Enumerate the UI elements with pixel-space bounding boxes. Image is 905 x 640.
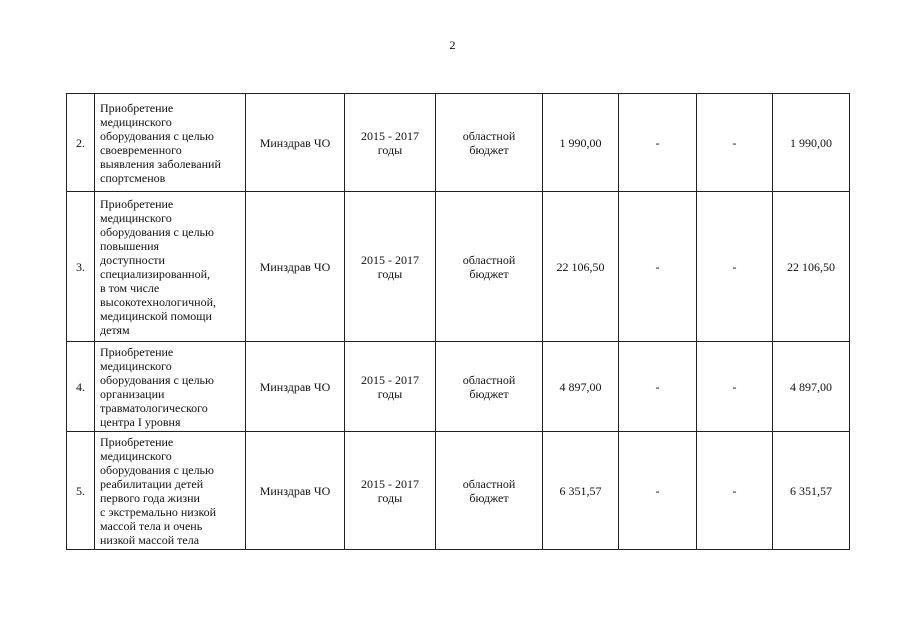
- row-funding-source: [436, 342, 543, 432]
- row-amount-3: -: [697, 432, 773, 550]
- row-years: [345, 432, 436, 550]
- source-line: бюджет: [469, 266, 509, 281]
- years-line: 2015 - 2017: [361, 476, 419, 491]
- row-funding-source: [436, 192, 543, 342]
- row-amount-2: -: [619, 432, 697, 550]
- description-line: оборудования с целью: [100, 128, 214, 143]
- row-amount-1: 22 106,50: [543, 192, 619, 342]
- table-body: [67, 94, 850, 550]
- description-line: медицинской помощи: [100, 308, 212, 323]
- row-amount-2: -: [619, 192, 697, 342]
- description-line: специализированной,: [100, 266, 211, 281]
- row-funding-source: [436, 432, 543, 550]
- description-line: выявления заболеваний: [100, 156, 221, 171]
- description-line: медицинского: [100, 114, 172, 129]
- row-funding-source: [436, 94, 543, 192]
- description-line: массой тела и очень: [100, 518, 203, 533]
- row-amount-3: -: [697, 342, 773, 432]
- row-amount-total: 4 897,00: [773, 342, 850, 432]
- row-description: [95, 342, 246, 432]
- description-line: Приобретение: [100, 100, 174, 115]
- row-amount-3: -: [697, 192, 773, 342]
- years-line: 2015 - 2017: [361, 128, 419, 143]
- row-amount-2: -: [619, 342, 697, 432]
- description-line: оборудования с целью: [100, 462, 214, 477]
- table-row: [67, 192, 850, 342]
- years-line: годы: [377, 266, 403, 281]
- description-line: своевременного: [100, 142, 182, 157]
- description-line: низкой массой тела: [100, 532, 200, 547]
- description-line: медицинского: [100, 448, 172, 463]
- row-years: [345, 192, 436, 342]
- row-description: [95, 94, 246, 192]
- source-line: бюджет: [469, 386, 509, 401]
- description-line: травматологического: [100, 400, 208, 415]
- description-line: Приобретение: [100, 196, 174, 211]
- description-line: высокотехнологичной,: [100, 294, 217, 309]
- description-line: медицинского: [100, 358, 172, 373]
- years-line: годы: [377, 386, 403, 401]
- row-organization: Минздрав ЧО: [246, 342, 345, 432]
- source-line: областной: [462, 476, 516, 491]
- description-line: организации: [100, 386, 165, 401]
- description-line: первого года жизни: [100, 490, 200, 505]
- row-amount-1: 6 351,57: [543, 432, 619, 550]
- description-line: в том числе: [100, 280, 160, 295]
- description-line: реабилитации детей: [100, 476, 204, 491]
- description-line: повышения: [100, 238, 160, 253]
- row-amount-1: 4 897,00: [543, 342, 619, 432]
- description-line: спортсменов: [100, 170, 166, 185]
- row-description: [95, 192, 246, 342]
- table-row: [67, 432, 850, 550]
- row-years: [345, 342, 436, 432]
- row-number: 4.: [67, 342, 95, 432]
- years-line: 2015 - 2017: [361, 372, 419, 387]
- budget-table: [66, 93, 850, 550]
- description-line: оборудования с целью: [100, 372, 214, 387]
- row-organization: Минздрав ЧО: [246, 94, 345, 192]
- row-organization: Минздрав ЧО: [246, 432, 345, 550]
- description-line: с экстремально низкой: [100, 504, 217, 519]
- source-line: областной: [462, 372, 516, 387]
- description-line: медицинского: [100, 210, 172, 225]
- page-number: 2: [449, 38, 456, 52]
- table-row: [67, 342, 850, 432]
- years-line: 2015 - 2017: [361, 252, 419, 267]
- row-amount-total: 22 106,50: [773, 192, 850, 342]
- row-number: 5.: [67, 432, 95, 550]
- description-line: Приобретение: [100, 434, 174, 449]
- years-line: годы: [377, 142, 403, 157]
- row-amount-1: 1 990,00: [543, 94, 619, 192]
- source-line: областной: [462, 128, 516, 143]
- description-line: детям: [100, 322, 130, 337]
- row-number: 3.: [67, 192, 95, 342]
- description-line: доступности: [100, 252, 165, 267]
- description-line: оборудования с целью: [100, 224, 214, 239]
- years-line: годы: [377, 490, 403, 505]
- row-amount-3: -: [697, 94, 773, 192]
- row-description: [95, 432, 246, 550]
- row-years: [345, 94, 436, 192]
- row-organization: Минздрав ЧО: [246, 192, 345, 342]
- source-line: бюджет: [469, 490, 509, 505]
- source-line: областной: [462, 252, 516, 267]
- row-amount-total: 6 351,57: [773, 432, 850, 550]
- row-amount-2: -: [619, 94, 697, 192]
- description-line: центра I уровня: [100, 414, 181, 429]
- row-number: 2.: [67, 94, 95, 192]
- row-amount-total: 1 990,00: [773, 94, 850, 192]
- description-line: Приобретение: [100, 344, 174, 359]
- table-row: [67, 94, 850, 192]
- source-line: бюджет: [469, 142, 509, 157]
